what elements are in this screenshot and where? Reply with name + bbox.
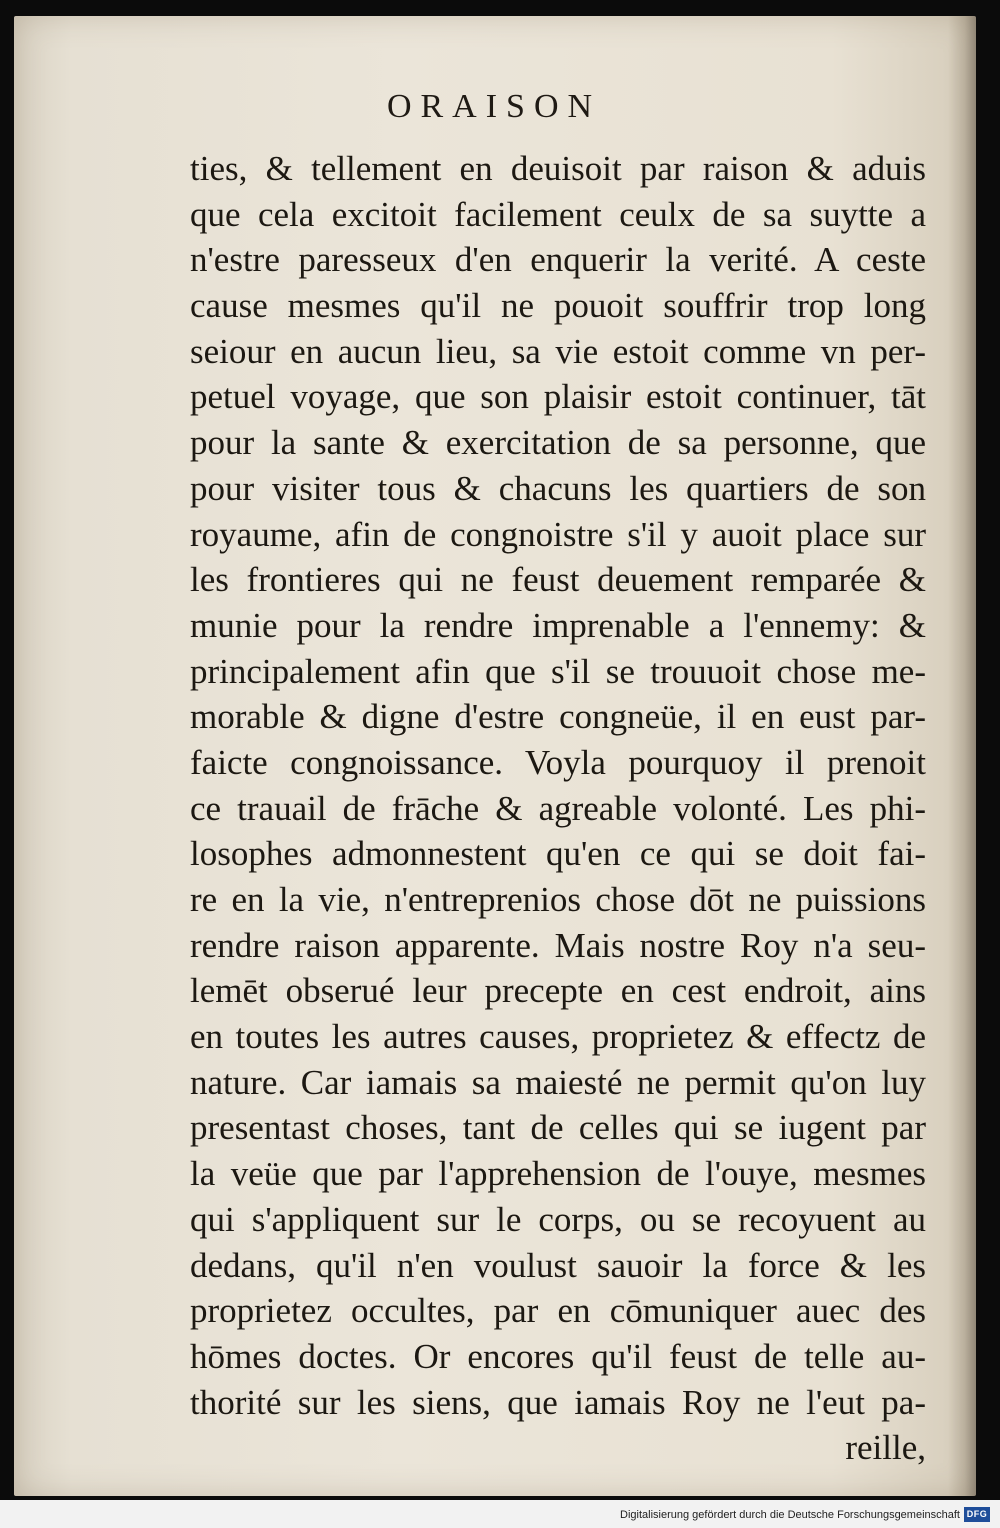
text-line: losophes admonnestent qu'en ce qui se doit fai- [190, 834, 926, 874]
text-line: ce trauail de frāche & agreable volonté. Les phi- [190, 788, 926, 828]
catchword: reille, [845, 1428, 926, 1468]
text-line: thorité sur les siens, que iamais Roy ne l'eut pa- [190, 1382, 926, 1422]
text-line: dedans, qu'il n'en voulust sauoir la force & les [190, 1245, 926, 1285]
book-page [14, 16, 976, 1496]
text-line: nature. Car iamais sa maiesté ne permit qu'on luy [190, 1062, 926, 1102]
text-line: proprietez occultes, par en cōmuniquer auec des [190, 1291, 926, 1331]
text-line: munie pour la rendre imprenable a l'ennemy: & [190, 605, 926, 645]
running-head: ORAISON [386, 88, 602, 125]
text-line: pour la sante & exercitation de sa personne, que [190, 423, 926, 463]
text-line: ties, & tellement en deuisoit par raison & aduis [190, 149, 926, 188]
funding-credit: Digitalisierung gefördert durch die Deutsche Forschungsgemeinschaft [620, 1509, 960, 1521]
text-line: seiour en aucun lieu, sa vie estoit comme vn per- [190, 331, 926, 371]
text-line: morable & digne d'estre congneüe, il en eust par- [190, 697, 926, 737]
text-line: lemēt obserué leur precepte en cest endroit, ains [190, 971, 926, 1011]
text-line: les frontieres qui ne feust deuement remparée & [190, 560, 926, 600]
text-line: en toutes les autres causes, proprietez & effectz de [190, 1017, 926, 1057]
text-line: royaume, afin de congnoistre s'il y auoit place sur [190, 514, 926, 554]
text-line: n'estre paresseux d'en enquerir la verité. A ceste [190, 240, 926, 280]
text-line: la veüe que par l'apprehension de l'ouye, mesmes [190, 1154, 926, 1194]
text-line: que cela excitoit facilement ceulx de sa suytte a [190, 194, 926, 234]
text-line: re en la vie, n'entreprenios chose dōt ne puissions [190, 880, 926, 919]
text-line: rendre raison apparente. Mais nostre Roy n'a seu- [190, 925, 926, 965]
dfg-logo-icon: DFG [964, 1507, 990, 1522]
text-line: faicte congnoissance. Voyla pourquoy il prenoit [190, 742, 926, 782]
text-line: presentast choses, tant de celles qui se iugent par [190, 1108, 926, 1148]
text-line: petuel voyage, que son plaisir estoit continuer, tāt [190, 377, 926, 417]
text-line: cause mesmes qu'il ne pouoit souffrir trop long [190, 286, 926, 326]
footer-bar [0, 1500, 1000, 1528]
text-line: pour visiter tous & chacuns les quartiers de son [190, 468, 926, 508]
page-edge-shadow [948, 16, 976, 1496]
text-line: qui s'appliquent sur le corps, ou se recoyuent au [190, 1199, 926, 1239]
body-text [190, 146, 926, 1471]
text-line: hōmes doctes. Or encores qu'il feust de telle au- [190, 1336, 926, 1376]
text-line: principalement afin que s'il se trouuoit chose me- [190, 651, 926, 691]
